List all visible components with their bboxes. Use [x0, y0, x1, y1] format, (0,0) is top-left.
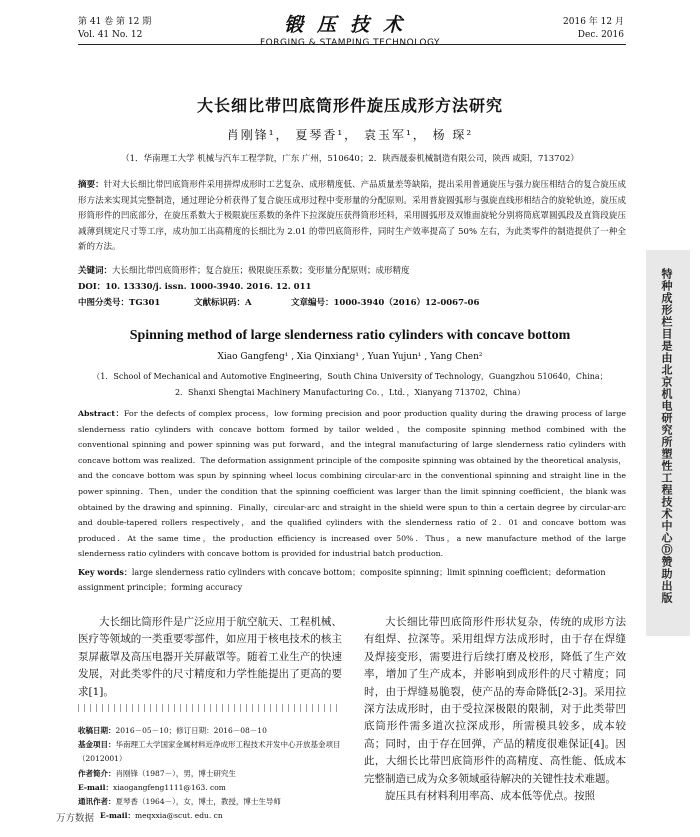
sponsor-sidebar	[646, 250, 690, 636]
doi: DOI：10. 13330/j. issn. 1000-3940. 2016. 12. 011	[78, 282, 312, 292]
keywords-cn-label: 关键词：	[78, 266, 113, 276]
abstract-en-text: For the defects of complex process，low forming precision and poor production quality during the drawing process of large slenderness ratio cylinders with concave bottom formed by tailor welded，the composite spinning method combined with the conventional spinning and power spinning was put forward，and the integral manufacturing of large slenderness ratio cylinders with concave bottom was realized．The deformation assignment principle of the composite spinning was obtained by the theoretical analysis，and the concave bottom was spun by spinning wheel locus combining circular-arc in the conventional spinning and straight line in the power spinning．Then，under the condition that the spinning coefficient was larger than the limit spinning coefficient，the blank was obtained by the drawing and spinning．Finally，circular-arc and straight in the shield were spun to thin a certain degree by circular-arc and double-tapered rollers respectively，and the qualified cylinders with the slenderness ratio of 2．01 and concave bottom was produced．At the same time，the production efficiency is increased over 50%．Thus，a new manufacture method of the large slenderness ratio cylinders with concave bottom is provided for industrial batch production.	[78, 409, 626, 559]
keywords-cn	[78, 264, 410, 276]
keywords-en-label: Key words：	[78, 567, 132, 577]
affiliation-en-line: （1．School of Mechanical and Automotive Engineering，South China University of Technology，Guangzhou 510640，China；	[92, 372, 608, 381]
authors-en: Xiao Gangfeng¹ , Xia Qinxiang¹ , Yuan Yujun¹ , Yang Chen²	[217, 352, 483, 362]
abstract-cn-text: 针对大长细比带凹底筒形件采用拼焊成形时工艺复杂、成形精度低、产品质量差等缺陷，提出采用普通旋压与强力旋压相结合的复合旋压成形方法来实现其完整制造，通过理论分析获得了复合旋压成形过程中变形量的分配原则。采用普旋圆弧形与强旋直线形相结合的旋轮轨迹，旋压成形筒形件的凹底部分，在旋压系数大于极限旋压系数的条件下拉深旋压获得筒形坯料，采用圆弧形及双锥面旋轮分别将筒底罩圆弧段及直筒段旋压减薄到规定尺寸等工序，成功加工出高精度的长细比为 2.01 的带凹底筒形件，同时生产效率提高了 50% 左右，为此类零件的制造提供了一种全新的方法。	[78, 180, 626, 252]
date-cn: 2016 年 12 月	[563, 17, 624, 27]
footnote-item: 通讯作者：夏琴香（1964－），女，博士，教授，博士生导师	[78, 797, 281, 807]
footnote-item: E-mail：xiaogangfeng1111@163. com	[78, 782, 226, 792]
footnote-item: 作者简介：肖刚锋（1987－），男，博士研究生	[78, 768, 236, 778]
affiliation-en	[0, 369, 700, 401]
article-number: 文章编号：1000-3940（2016）12-0067-06	[291, 298, 480, 308]
abstract-en-label: Abstract：	[78, 409, 125, 418]
paper-title-cn: 大长细比带凹底筒形件旋压成形方法研究	[196, 96, 503, 115]
watermark: 万方数据	[56, 813, 95, 824]
footnote-item: 基金项目：华南理工大学国家金属材料近净成形工程技术开发中心开放基金项目（2012001）	[78, 740, 341, 764]
body-paragraph: 大长细比筒形件是广泛应用于航空航天、工程机械、医疗等领域的一类重要零部件，如应用于核电技术的核主泵屏蔽罩及高压电器开关屏蔽罩等。随着工业生产的快速发展，对此类零件的尺寸精度和力学性能提出了更高的要求[1]。	[78, 616, 342, 698]
keywords-en-text: large slenderness ratio cylinders with concave bottom；composite spinning；limit spinning coefficient；deformation assignment principle；forming accuracy	[78, 568, 606, 592]
journal-title-cn: 锻压技术	[283, 14, 416, 36]
abstract-en	[78, 406, 626, 562]
body-right-column	[364, 614, 626, 805]
keywords-en	[78, 565, 626, 595]
header-rule	[78, 44, 626, 45]
paper-title-en: Spinning method of large slenderness ratio cylinders with concave bottom	[129, 328, 571, 343]
footnote-item: 收稿日期：2016－05－10；修订日期：2016－08－10	[78, 726, 267, 735]
authors-cn: 肖刚锋¹， 夏琴香¹， 袁玉军¹， 杨 琛²	[226, 128, 474, 142]
classification-line	[78, 296, 626, 308]
sponsor-text: 特种成形栏目是由北京机电研究所塑性工程技术中心Ⓓ赞助出版	[660, 268, 673, 604]
body-left-column	[78, 614, 342, 701]
header-date	[563, 16, 624, 42]
doc-code: 文献标识码：A	[194, 298, 252, 308]
keywords-cn-text: 大长细比带凹底筒形件；复合旋压；极限旋压系数；变形量分配原则；成形精度	[112, 266, 410, 276]
date-en: Dec. 2016	[577, 30, 624, 40]
abstract-cn-label: 摘要：	[78, 180, 104, 190]
body-paragraph: 旋压具有材料利用率高、成本低等优点。按照	[385, 790, 595, 803]
affiliation-cn: （1．华南理工大学 机械与汽车工程学院，广东 广州，510640；2．陕西晟泰机械制造有限公司，陕西 咸阳，713702）	[121, 154, 579, 164]
clc-number: 中图分类号：TG301	[78, 298, 161, 308]
footnotes	[78, 724, 342, 823]
affiliation-en-line: 2．Shanxi Shengtai Machinery Manufacturing Co．，Ltd．，Xianyang 713702，China）	[174, 388, 526, 397]
journal-title-en: FORGING & STAMPING TECHNOLOGY	[259, 38, 441, 48]
volume-cn: 第 41 卷 第 12 期	[78, 17, 152, 27]
volume-en: Vol. 41 No. 12	[78, 30, 143, 40]
footnote-item: E-mail：meqxxia@scut. edu. cn	[100, 811, 223, 821]
abstract-cn	[78, 178, 626, 256]
footnote-rule	[78, 704, 342, 712]
body-paragraph: 大长细比带凹底筒形件形状复杂，传统的成形方法有组焊、拉深等。采用组焊方法成形时，由于存在焊缝及焊接变形，需要进行后续打磨及校形，降低了生产效率，增加了生产成本，并影响到成形件的尺寸精度；同时，由于焊缝易脆裂，使产品的寿命降低[2-3]。采用拉深方法成形时，由于受拉深极限的限制，对于此类带凹底筒形件需多道次拉深成形，所需模具较多，成本较高；同时，由于存在回弹，产品的精度很难保证[4]。因此，大细长比带凹底筒形件的高精度、高性能、低成本完整制造已成为众多领域亟待解决的关键性技术难题。	[364, 616, 626, 785]
